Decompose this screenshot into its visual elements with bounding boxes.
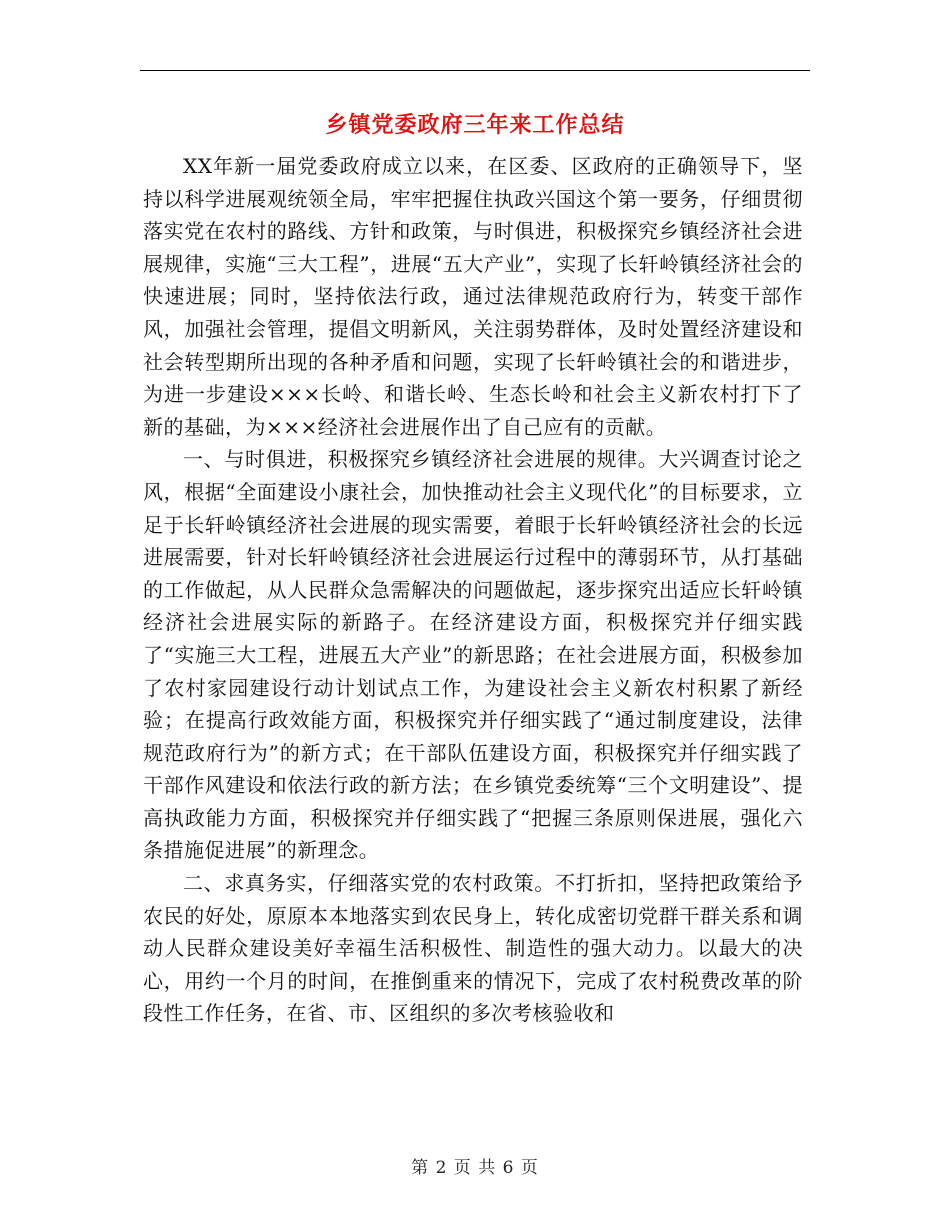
paragraph-section-1: 一、与时俱进，积极探究乡镇经济社会进展的规律。大兴调查讨论之风，根据“全面建设小康社会，加快推动社会主义现代化”的目标要求，立足于长轩岭镇经济社会进展的现实需要，着眼于长轩岭镇经济社会的长远进展需要，针对长轩岭镇经济社会进展运行过程中的薄弱环节，从打基础的工作做起，从人民群众急需解决的问题做起，逐步探究出适应长轩岭镇经济社会进展实际的新路子。在经济建设方面，积极探究并仔细实践了“实施三大工程，进展五大产业”的新思路；在社会进展方面，积极参加了农村家园建设行动计划试点工作，为建设社会主义新农村积累了新经验；在提高行政效能方面，积极探究并仔细实践了“通过制度建设，法律规范政府行为”的新方式；在干部队伍建设方面，积极探究并仔细实践了干部作风建设和依法行政的新方法；在乡镇党委统筹“三个文明建设”、提高执政能力方面，积极探究并仔细实践了“把握三条原则保进展，强化六条措施促进展”的新理念。 xyxy=(143,447,803,863)
header-rule xyxy=(140,70,810,71)
paragraph-intro: XX年新一届党委政府成立以来，在区委、区政府的正确领导下，坚持以科学进展观统领全局，牢牢把握住执政兴国这个第一要务，仔细贯彻落实党在农村的路线、方针和政策，与时俱进，积极探究乡镇经济社会进展规律，实施“三大工程”，进展“五大产业”，实现了长轩岭镇经济社会的快速进展；同时，坚持依法行政，通过法律规范政府行为，转变干部作风，加强社会管理，提倡文明新风，关注弱势群体，及时处置经济建设和社会转型期所出现的各种矛盾和问题，实现了长轩岭镇社会的和谐进步，为进一步建设×××长岭、和谐长岭、生态长岭和社会主义新农村打下了新的基础，为×××经济社会进展作出了自己应有的贡献。 xyxy=(143,154,803,439)
page-number-footer: 第 2 页 共 6 页 xyxy=(411,1158,539,1178)
paragraph-section-2: 二、求真务实，仔细落实党的农村政策。不打折扣，坚持把政策给予农民的好处，原原本本地落实到农民身上，转化成密切党群干群关系和调动人民群众建设美好幸福生活积极性、制造性的强大动力。以最大的决心，用约一个月的时间，在推倒重来的情况下，完成了农村税费改革的阶段性工作任务，在省、市、区组织的多次考核验收和 xyxy=(143,871,803,1026)
document-body xyxy=(143,150,803,1030)
document-title: 乡镇党委政府三年来工作总结 xyxy=(325,112,625,138)
